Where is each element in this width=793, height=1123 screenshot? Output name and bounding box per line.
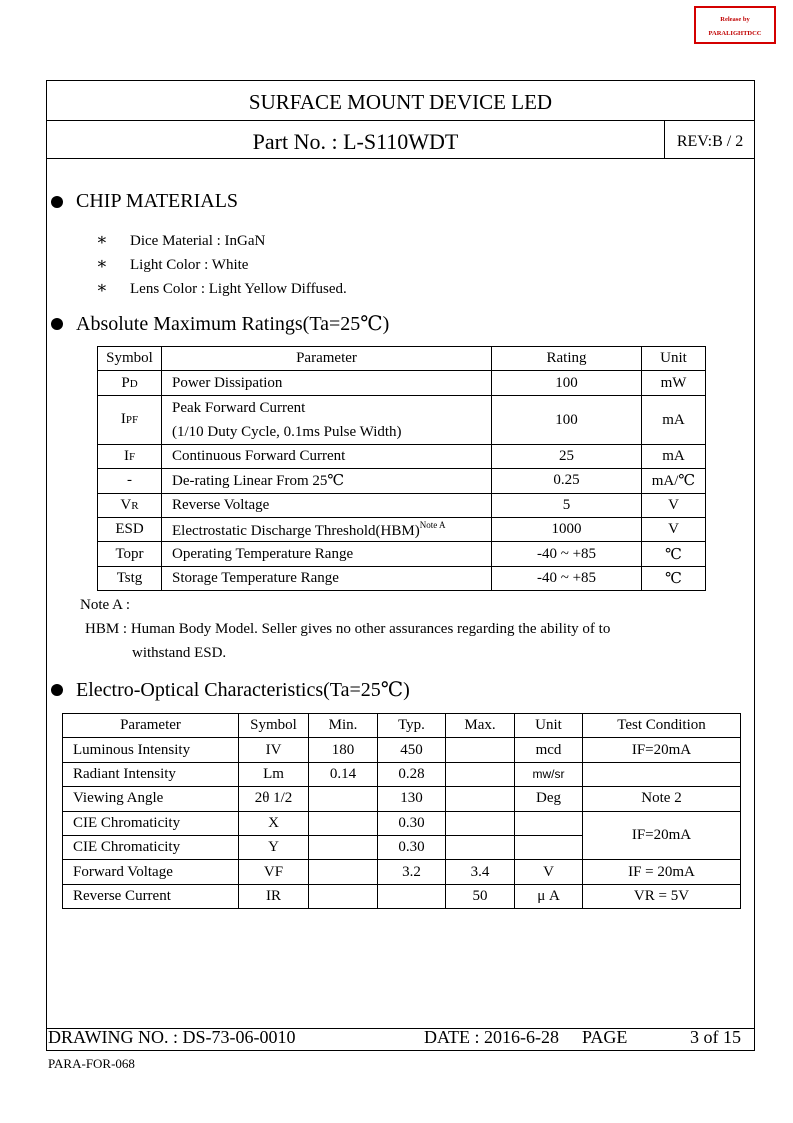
stamp-line-1: Release by — [720, 16, 750, 23]
parameter-cell: Reverse Voltage — [162, 493, 492, 517]
header-cell: Rating — [492, 347, 642, 371]
unit-cell: V — [642, 493, 706, 517]
table-row — [98, 444, 706, 468]
typ-cell: 130 — [378, 787, 446, 811]
rating-cell: 5 — [492, 493, 642, 517]
part-number: Part No. : L-S110WDT — [252, 129, 459, 154]
absolute-max-ratings-table — [97, 346, 706, 591]
max-cell — [446, 811, 515, 835]
unit-cell: mW — [642, 371, 706, 395]
symbol-cell: VR — [98, 493, 162, 517]
parameter-cell: Viewing Angle — [63, 787, 239, 811]
symbol-cell: ESD — [98, 517, 162, 541]
electro-optical-table — [62, 713, 741, 909]
table-row — [63, 811, 741, 835]
table-header-row — [98, 347, 706, 371]
max-cell: 3.4 — [446, 860, 515, 884]
note-text: HBM : Human Body Model. Seller gives no other assurances regarding the ability of to — [85, 621, 611, 637]
condition-cell: Note 2 — [583, 787, 741, 811]
symbol-cell: - — [98, 469, 162, 493]
section-bullet-icon — [51, 196, 63, 208]
release-stamp — [694, 6, 776, 44]
page-label: PAGE — [582, 1027, 628, 1047]
note-label: Note A : — [80, 597, 131, 613]
max-cell: 50 — [446, 884, 515, 908]
header-cell: Unit — [642, 347, 706, 371]
header-cell: Max. — [446, 714, 515, 738]
symbol-cell: VF — [239, 860, 309, 884]
revision: REV:B / 2 — [664, 121, 755, 158]
table-row — [63, 787, 741, 811]
parameter-cell: Reverse Current — [63, 884, 239, 908]
table-row — [98, 469, 706, 493]
min-cell — [309, 860, 378, 884]
parameter-cell: Operating Temperature Range — [162, 542, 492, 566]
parameter-cell: De-rating Linear From 25℃ — [162, 469, 492, 493]
symbol-cell: IV — [239, 738, 309, 762]
table-row — [63, 738, 741, 762]
rating-cell: -40 ~ +85 — [492, 566, 642, 590]
min-cell: 180 — [309, 738, 378, 762]
parameter-cell: Storage Temperature Range — [162, 566, 492, 590]
symbol-cell: Y — [239, 835, 309, 859]
symbol-cell: IF — [98, 444, 162, 468]
typ-cell: 3.2 — [378, 860, 446, 884]
section-bullet-icon — [51, 318, 63, 330]
header-cell: Test Condition — [583, 714, 741, 738]
rating-cell: -40 ~ +85 — [492, 542, 642, 566]
header-cell: Min. — [309, 714, 378, 738]
chip-materials-title: CHIP MATERIALS — [76, 190, 239, 212]
parameter-cell: CIE Chromaticity — [63, 835, 239, 859]
typ-cell: 0.28 — [378, 762, 446, 786]
amr-title: Absolute Maximum Ratings(Ta=25℃) — [76, 313, 390, 335]
unit-cell: mw/sr — [515, 762, 583, 786]
unit-cell: mA/℃ — [642, 469, 706, 493]
typ-cell — [378, 884, 446, 908]
header-cell: Symbol — [98, 347, 162, 371]
header-cell: Symbol — [239, 714, 309, 738]
chip-item-text: Light Color : White — [130, 257, 249, 273]
unit-cell: mA — [642, 395, 706, 444]
chip-item-text: Dice Material : InGaN — [130, 233, 266, 249]
condition-cell — [583, 762, 741, 786]
symbol-cell: Topr — [98, 542, 162, 566]
asterisk-icon: ∗ — [96, 254, 108, 273]
header-cell: Unit — [515, 714, 583, 738]
unit-cell: V — [515, 860, 583, 884]
asterisk-icon: ∗ — [96, 278, 108, 297]
unit-cell — [515, 811, 583, 835]
drawing-number: DRAWING NO. : DS-73-06-0010 — [48, 1027, 296, 1047]
typ-cell: 0.30 — [378, 835, 446, 859]
parameter-cell: CIE Chromaticity — [63, 811, 239, 835]
typ-cell: 450 — [378, 738, 446, 762]
parameter-cell: Luminous Intensity — [63, 738, 239, 762]
min-cell — [309, 835, 378, 859]
document-title: SURFACE MOUNT DEVICE LED — [47, 81, 754, 121]
page-number: 3 of 15 — [690, 1027, 741, 1047]
table-row — [98, 371, 706, 395]
unit-cell: ℃ — [642, 566, 706, 590]
chip-item — [96, 254, 248, 274]
rating-cell: 100 — [492, 395, 642, 444]
table-header-row — [63, 714, 741, 738]
table-row — [63, 860, 741, 884]
symbol-cell: Lm — [239, 762, 309, 786]
asterisk-icon: ∗ — [96, 230, 108, 249]
condition-cell: IF=20mA — [583, 738, 741, 762]
max-cell — [446, 835, 515, 859]
note-text-continued: withstand ESD. — [132, 645, 227, 661]
min-cell — [309, 787, 378, 811]
symbol-cell: PD — [98, 371, 162, 395]
unit-cell: μ A — [515, 884, 583, 908]
unit-cell: V — [642, 517, 706, 541]
header-cell: Parameter — [63, 714, 239, 738]
rating-cell: 0.25 — [492, 469, 642, 493]
typ-cell: 0.30 — [378, 811, 446, 835]
table-row — [98, 395, 706, 444]
parameter-cell: Electrostatic Discharge Threshold(HBM)$^{Note A}$ — [162, 517, 492, 541]
header-divider — [47, 158, 754, 159]
min-cell — [309, 811, 378, 835]
symbol-cell: IR — [239, 884, 309, 908]
chip-item — [96, 278, 347, 298]
document-date: DATE : 2016-6-28 — [424, 1027, 559, 1047]
table-row — [98, 542, 706, 566]
symbol-cell: 2θ 1/2 — [239, 787, 309, 811]
table-row — [98, 517, 706, 541]
unit-cell: mcd — [515, 738, 583, 762]
min-cell — [309, 884, 378, 908]
table-row — [63, 762, 741, 786]
symbol-cell: Tstg — [98, 566, 162, 590]
condition-cell: IF = 20mA — [583, 860, 741, 884]
condition-cell: IF=20mA — [583, 811, 741, 860]
unit-cell: mA — [642, 444, 706, 468]
rating-cell: 25 — [492, 444, 642, 468]
rating-cell: 100 — [492, 371, 642, 395]
parameter-cell: Peak Forward Current (1/10 Duty Cycle, 0.1ms Pulse Width) — [162, 395, 492, 444]
note-a-superscript: Note A — [419, 519, 446, 530]
table-row — [98, 493, 706, 517]
symbol-cell: X — [239, 811, 309, 835]
unit-cell: ℃ — [642, 542, 706, 566]
chip-item-text: Lens Color : Light Yellow Diffused. — [130, 281, 347, 297]
symbol-cell: IPF — [98, 395, 162, 444]
max-cell — [446, 762, 515, 786]
condition-cell: VR = 5V — [583, 884, 741, 908]
unit-cell: Deg — [515, 787, 583, 811]
table-row — [63, 884, 741, 908]
header-cell: Typ. — [378, 714, 446, 738]
chip-item — [96, 230, 265, 250]
table-row — [98, 566, 706, 590]
stamp-line-2: PARALIGHTDCC — [708, 29, 762, 37]
section-bullet-icon — [51, 684, 63, 696]
form-number: PARA-FOR-068 — [48, 1056, 135, 1071]
rating-cell: 1000 — [492, 517, 642, 541]
parameter-cell: Power Dissipation — [162, 371, 492, 395]
unit-cell — [515, 835, 583, 859]
min-cell: 0.14 — [309, 762, 378, 786]
parameter-cell: Continuous Forward Current — [162, 444, 492, 468]
eoc-title: Electro-Optical Characteristics(Ta=25℃) — [76, 679, 410, 701]
parameter-cell: Forward Voltage — [63, 860, 239, 884]
parameter-cell: Radiant Intensity — [63, 762, 239, 786]
header-cell: Parameter — [162, 347, 492, 371]
max-cell — [446, 738, 515, 762]
max-cell — [446, 787, 515, 811]
